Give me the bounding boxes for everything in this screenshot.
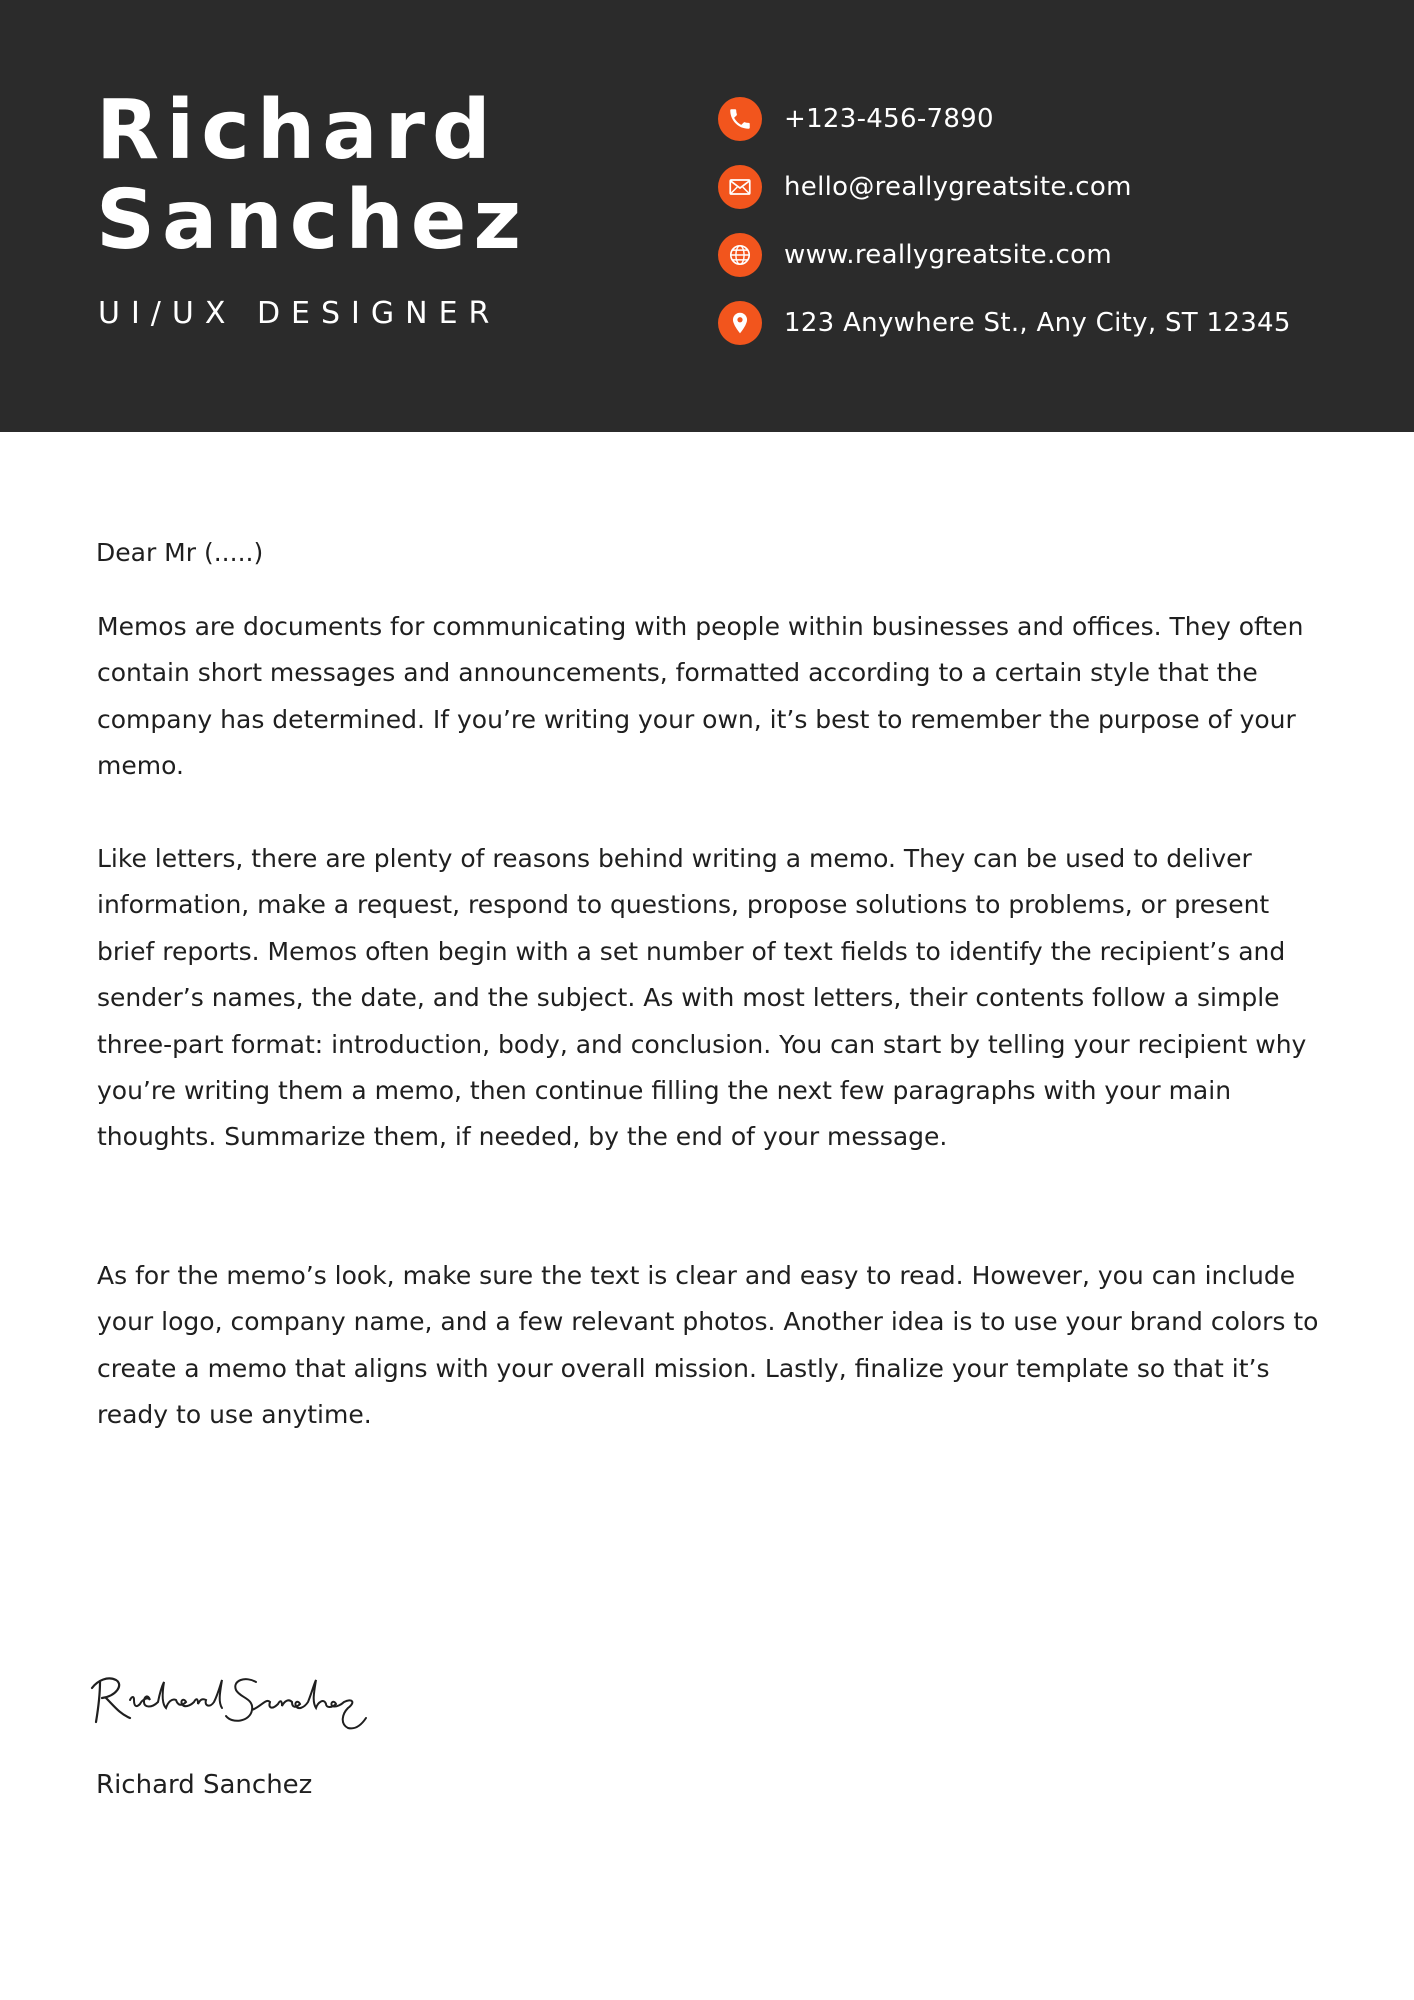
handwritten-signature — [86, 1658, 376, 1738]
location-pin-icon — [718, 301, 762, 345]
contact-address — [718, 300, 1398, 346]
contact-website — [718, 232, 1398, 278]
email-address[interactable]: hello@reallygreatsite.com — [784, 172, 1132, 202]
header-banner — [0, 0, 1414, 432]
contact-phone — [718, 96, 1398, 142]
postal-address: 123 Anywhere St., Any City, ST 12345 — [784, 308, 1291, 338]
letter-paragraph-2: Like letters, there are plenty of reasons behind writing a memo. They can be used to deliver information, make a request, respond to questions, propose solutions to problems, or present brief reports. Memos often begin with a set number of text fields to identify the recipient’s and sender’s names, the date, and the subject. As with most letters, their contents follow a simple three-part format: introduction, body, and conclusion. You can start by telling your recipient why you’re writing them a memo, then continue filling the next few paragraphs with your main thoughts. Summarize them, if needed, by the end of your message. — [97, 844, 1307, 1152]
letter-paragraph-3: As for the memo’s look, make sure the text is clear and easy to read. However, you can include your logo, company name, and a few relevant photos. Another idea is to use your brand colors to create a memo that aligns with your overall mission. Lastly, finalize your template so that it’s ready to use anytime. — [97, 1261, 1319, 1430]
contact-email — [718, 164, 1398, 210]
letter-paragraph-1: Memos are documents for communicating with people within businesses and offices. They often contain short messages and announcements, formatted according to a certain style that the company has determined. If you’re writing your own, it’s best to remember the purpose of your memo. — [97, 612, 1304, 781]
phone-icon — [718, 97, 762, 141]
website-url[interactable]: www.reallygreatsite.com — [784, 240, 1112, 270]
job-title: UI/UX DESIGNER — [98, 296, 501, 331]
last-name: Sanchez — [96, 173, 529, 268]
full-name-heading — [96, 83, 529, 268]
email-icon — [718, 165, 762, 209]
letter-greeting: Dear Mr (.....) — [96, 538, 264, 567]
first-name: Richard — [96, 83, 498, 178]
phone-number[interactable]: +123-456-7890 — [784, 104, 994, 134]
globe-icon — [718, 233, 762, 277]
signer-name: Richard Sanchez — [96, 1770, 313, 1800]
